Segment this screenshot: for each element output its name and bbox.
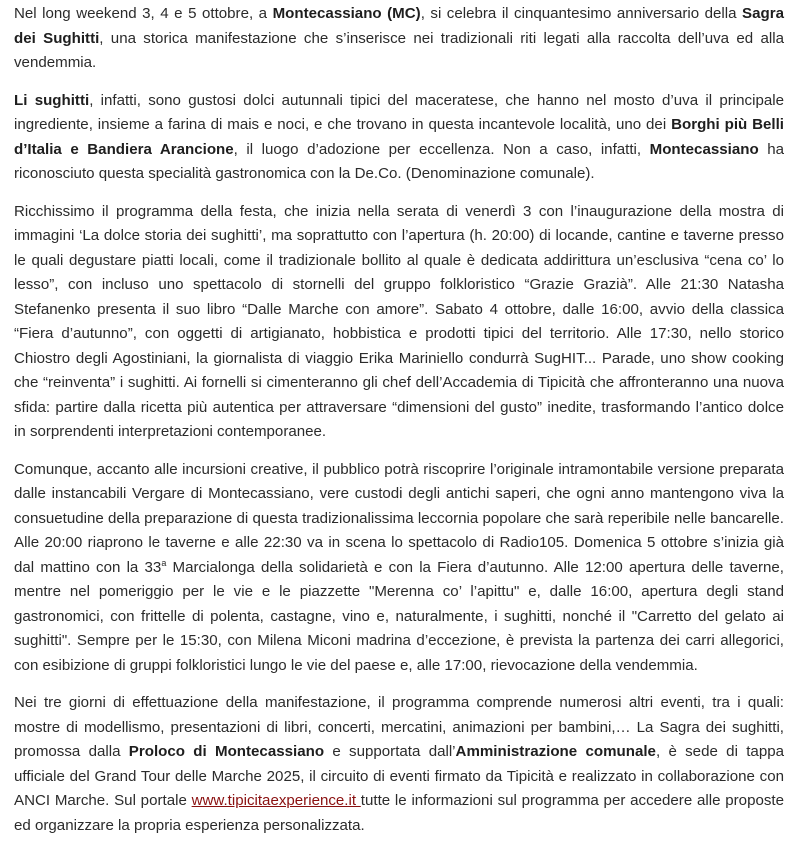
bold-text: Li sughitti: [14, 91, 90, 109]
text-run: , è sede di tappa ufficiale del Grand Tour delle Marche 2025, il circuito di eventi firmato da Tipicità e realizzato in collaborazione con ANCI Marche. Sul portale: [14, 743, 785, 809]
paragraph-programma: [14, 200, 784, 445]
text-run: , si celebra il cinquantesimo anniversario della: [420, 5, 743, 22]
paragraph-domenica: [14, 458, 784, 679]
bold-text: Montecassiano: [649, 140, 759, 158]
text-run: Ricchissimo il programma della festa, che inizia nella serata di venerdì 3 con l’inaugurazione della mostra di immagini ‘La dolce storia dei sughitti’, ma soprattutto con l’apertura (h. 20:00) di locande, cantine e taverne presso le quali degustare piatti locali, come il tradizionale bollito al quale è dedicata addirittura un’esclusiva “cena co’ lo lesso”, con incluso uno spettacolo di stornelli del gruppo folkloristico “Grazie Grazià”. Alle 21:30 Natasha Stefanenko presenta il suo libro “Dalle Marche con amore”. Sabato 4 ottobre, dalle 16:00, avvio della classica “Fiera d’autunno”, con oggetti di artigianato, hobbistica e prodotti tipici del territorio. Alle 17:30, nello storico Chiostro degli Agostiniani, la giornalista di viaggio Erika Mariniello condurrà SugHIT... Parade, uno show cooking che “reinventa” i sughitti. Ai fornelli si cimenteranno gli chef dell’Accademia di Tipicità che affronteranno una nuova sfida: partire dalla ricetta più autentica per attraversare “dimensioni del gusto” inedite, trasformando l’antico dolce in sorprendenti interpretazioni contemporanee.: [14, 202, 784, 440]
text-run: ha riconosciuto questa specialità gastronomica con la De.Co. (Denominazione comunale).: [14, 140, 784, 182]
text-run: , infatti, sono gustosi dolci autunnali tipici del maceratese, che hanno nel mosto d’uva il principale ingrediente, insieme a farina di mais e noci, e che trovano in questa incantevole località, uno dei: [14, 91, 784, 133]
text-run: Nel long weekend 3, 4 e 5 ottobre, a: [14, 5, 273, 22]
text-run: Comunque, accanto alle incursioni creative, il pubblico potrà riscoprire l’originale intramontabile versione preparata dalle instancabili Vergare di Montecassiano, vere custodi degli antichi saperi, che ogni anno mantengono viva la consuetudine della preparazione di questa tradizionalissima leccornia popolare che sarà reperibile nelle bancarelle. Alle 20:00 riaprono le taverne e alle 22:30 va in scena lo spettacolo di Radio105. Domenica 5 ottobre s’inizia già dal mattino con la 33: [14, 460, 784, 576]
bold-text: Sagra dei Sughitti: [14, 5, 784, 47]
text-run: tutte le informazioni sul programma per accedere alle proposte ed organizzare la propria esperienza personalizzata.: [14, 792, 784, 834]
paragraph-intro: [14, 2, 784, 76]
bold-text: Montecassiano (MC): [272, 5, 421, 22]
article-body: [0, 2, 798, 838]
portal-link[interactable]: www.tipicitaexperience.it: [191, 792, 361, 809]
paragraph-sughitti: [14, 89, 784, 187]
bold-text: Amministrazione comunale: [455, 743, 656, 760]
text-run: Nei tre giorni di effettuazione della manifestazione, il programma comprende numerosi altri eventi, tra i quali: mostre di modellismo, presentazioni di libri, concerti, mercatini, animazioni per bambini,… La Sagra dei sughitti, promossa dalla: [14, 694, 784, 760]
bold-text: Borghi più Belli d’Italia e Bandiera Arancione: [14, 116, 784, 158]
text-run: , il luogo d’adozione per eccellenza. Non a caso, infatti,: [233, 140, 650, 158]
text-run: , una storica manifestazione che s’inserisce nei tradizionali riti legati alla raccolta dell’uva ed alla vendemmia.: [14, 29, 784, 71]
bold-text: Proloco di Montecassiano: [128, 743, 325, 760]
text-run: Marcialonga della solidarietà e con la Fiera d’autunno. Alle 12:00 apertura delle taverne, mentre nel pomeriggio per le vie e le piazzette "Merenna co’ l’apittu" e, dalle 16:00, apertura degli stand gastronomici, con frittelle di polenta, castagne, vino e, naturalmente, i sughitti, nonché il "Carretto del gelato ai sughitti". Sempre per le 15:30, con Milena Miconi madrina d’eccezione, è prevista la partenza dei carri allegorici, con esibizione di gruppi folkloristici lungo le vie del paese e, alle 17:00, rievocazione della vendemmia.: [14, 558, 784, 674]
superscript-text: a: [161, 557, 167, 568]
text-run: e supportata dall’: [324, 743, 456, 760]
paragraph-eventi: [14, 691, 784, 838]
